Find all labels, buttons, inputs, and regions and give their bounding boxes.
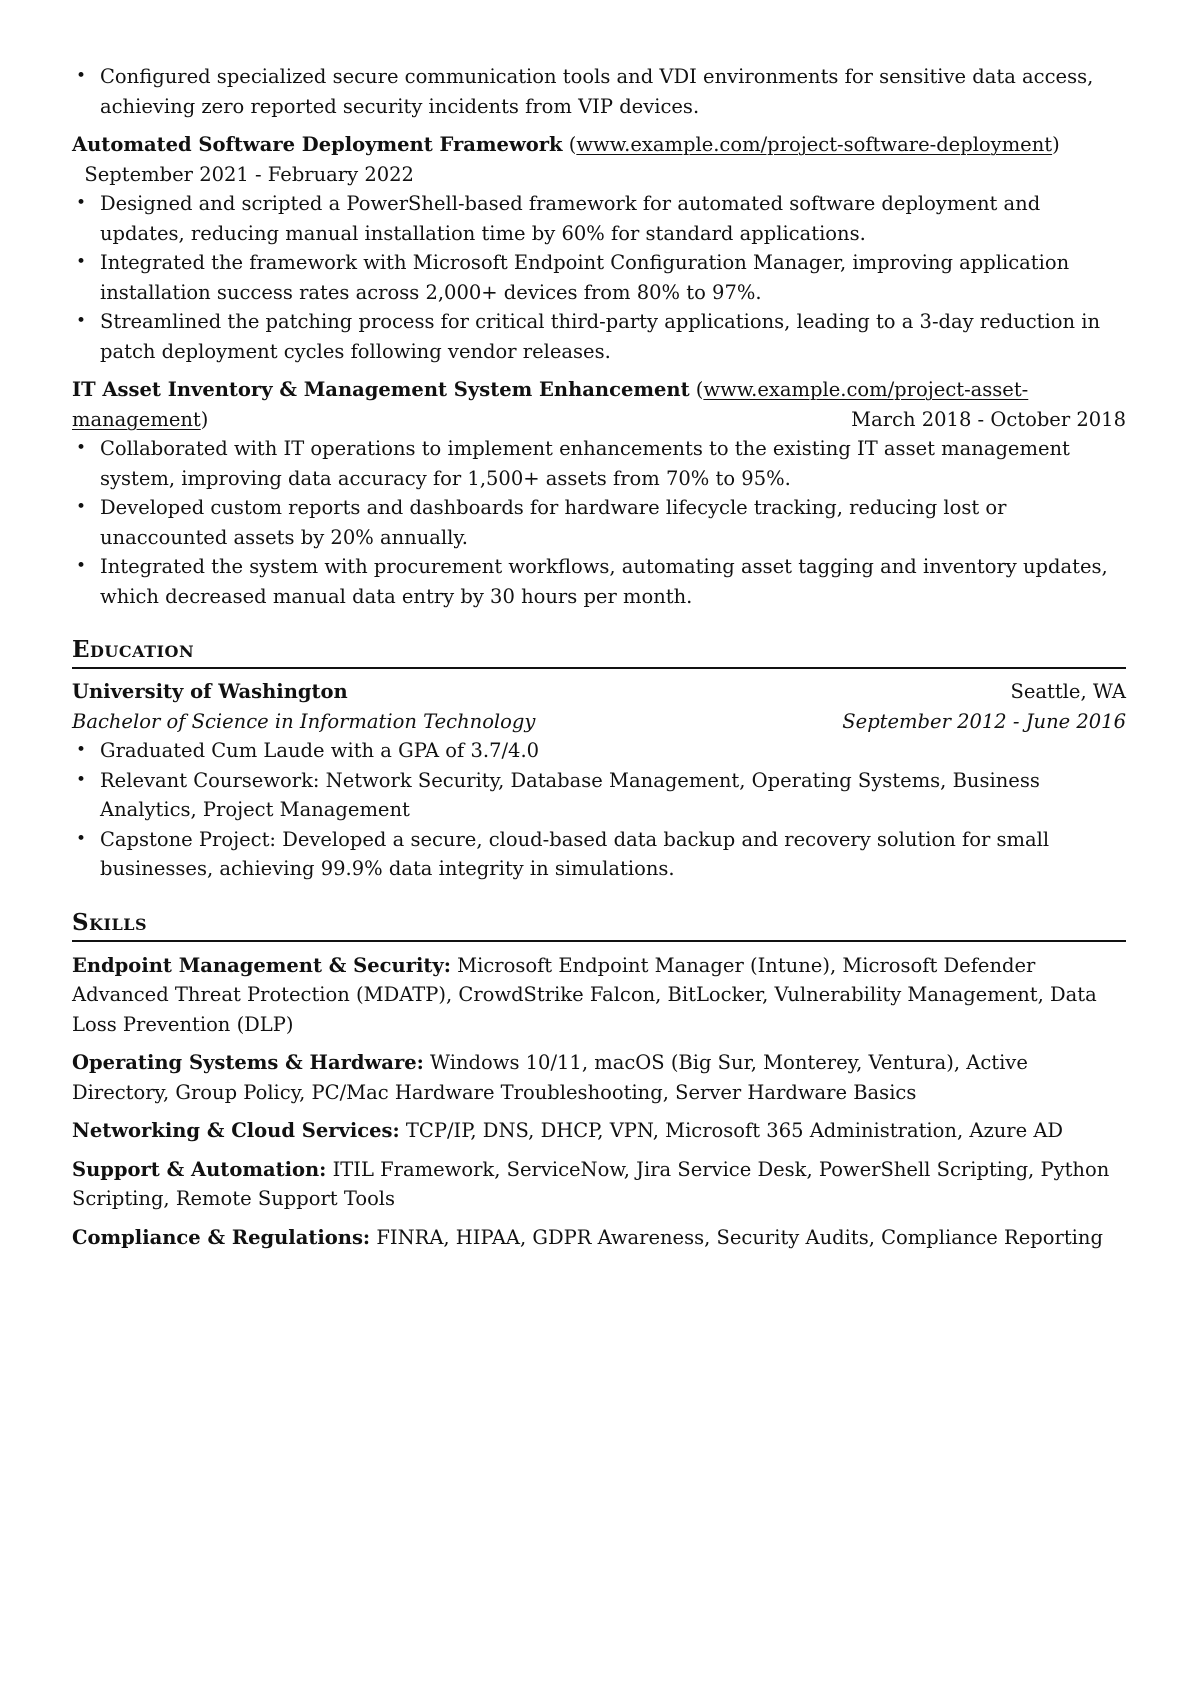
skill-text: Windows 10/11, macOS (Big Sur, Monterey, Ventura), Active Directory, Group Policy, PC/Mac Hardware Troubleshooting, Server Hardware Basics bbox=[72, 1051, 1028, 1104]
link-close-paren: ) bbox=[200, 407, 209, 431]
skill-entry bbox=[72, 1116, 1126, 1146]
skills-list bbox=[72, 951, 1126, 1253]
bullet-item: • Collaborated with IT operations to implement enhancements to the existing IT asset management system, improving data accuracy for 1,500+ assets from 70% to 95%. bbox=[72, 434, 1126, 493]
project-link[interactable]: www.example.com/project-software-deployment bbox=[576, 133, 1053, 156]
project-bullet-list bbox=[72, 434, 1126, 611]
skill-label: Operating Systems & Hardware: bbox=[72, 1051, 424, 1074]
bullet-item: • Developed custom reports and dashboards for hardware lifecycle tracking, reducing lost or unaccounted assets by 20% annually. bbox=[72, 493, 1126, 552]
link-close-paren: ) bbox=[1052, 133, 1060, 156]
skill-entry bbox=[72, 1048, 1126, 1107]
project-title: IT Asset Inventory & Management System Enhancement bbox=[72, 378, 690, 401]
bullet-item: • Streamlined the patching process for critical third-party applications, leading to a 3-day reduction in patch deployment cycles following vendor releases. bbox=[72, 307, 1126, 366]
skill-label: Endpoint Management & Security: bbox=[72, 953, 451, 977]
education-entry bbox=[72, 677, 1126, 884]
link-open-paren: ( bbox=[568, 133, 577, 156]
education-dates: September 2012 - June 2016 bbox=[842, 709, 1126, 733]
skill-text: Microsoft Endpoint Manager (Intune), Microsoft Defender Advanced Threat Protection (MDATP), CrowdStrike Falcon, BitLocker, Vulnerability Management, Data Loss Prevention (DLP) bbox=[72, 953, 1097, 1036]
skill-entry bbox=[72, 1155, 1126, 1214]
resume-page bbox=[72, 62, 1126, 1252]
project-dates: March 2018 - October 2018 bbox=[851, 407, 1126, 431]
project-link[interactable]: www.example.com/project-asset-management bbox=[72, 378, 1029, 431]
skill-label: Support & Automation: bbox=[72, 1157, 327, 1181]
degree-name: Bachelor of Science in Information Technology bbox=[72, 709, 536, 733]
education-row-degree bbox=[72, 707, 1126, 737]
top-bullet-list bbox=[72, 62, 1126, 121]
bullet-item: • Integrated the system with procurement workflows, automating asset tagging and inventory updates, which decreased manual data entry by 30 hours per month. bbox=[72, 552, 1126, 611]
bullet-item: • Relevant Coursework: Network Security, Database Management, Operating Systems, Business Analytics, Project Management bbox=[72, 766, 1126, 825]
project-header bbox=[72, 375, 1126, 434]
school-name: University of Washington bbox=[72, 680, 348, 703]
project-asset-management bbox=[72, 375, 1126, 611]
bullet-item: • Integrated the framework with Microsoft Endpoint Configuration Manager, improving application installation success rates across 2,000+ devices from 80% to 97%. bbox=[72, 248, 1126, 307]
education-row-school bbox=[72, 677, 1126, 707]
project-bullet-list bbox=[72, 189, 1126, 366]
school-location: Seattle, WA bbox=[1010, 680, 1126, 703]
education-heading: Education bbox=[72, 635, 1126, 669]
skill-label: Compliance & Regulations: bbox=[72, 1225, 371, 1249]
bullet-item: • Graduated Cum Laude with a GPA of 3.7/4.0 bbox=[72, 736, 1126, 766]
education-bullet-list bbox=[72, 736, 1126, 884]
bullet-item: • Configured specialized secure communication tools and VDI environments for sensitive data access, achieving zero reported security incidents from VIP devices. bbox=[72, 62, 1126, 121]
skill-entry bbox=[72, 1223, 1126, 1253]
skill-entry bbox=[72, 951, 1126, 1040]
project-header bbox=[72, 130, 1126, 189]
project-software-deployment bbox=[72, 130, 1126, 366]
skill-text: FINRA, HIPAA, GDPR Awareness, Security Audits, Compliance Reporting bbox=[376, 1225, 1103, 1249]
skill-text: ITIL Framework, ServiceNow, Jira Service Desk, PowerShell Scripting, Python Scripting, Remote Support Tools bbox=[72, 1157, 1110, 1210]
project-dates: September 2021 - February 2022 bbox=[84, 162, 414, 186]
project-title: Automated Software Deployment Framework bbox=[72, 133, 563, 156]
link-open-paren: ( bbox=[695, 378, 704, 401]
bullet-item: • Capstone Project: Developed a secure, cloud-based data backup and recovery solution for small businesses, achieving 99.9% data integrity in simulations. bbox=[72, 825, 1126, 884]
skill-label: Networking & Cloud Services: bbox=[72, 1119, 400, 1142]
skill-text: TCP/IP, DNS, DHCP, VPN, Microsoft 365 Administration, Azure AD bbox=[405, 1119, 1064, 1142]
skills-heading: Skills bbox=[72, 908, 1126, 942]
bullet-item: • Designed and scripted a PowerShell-based framework for automated software deployment and updates, reducing manual installation time by 60% for standard applications. bbox=[72, 189, 1126, 248]
